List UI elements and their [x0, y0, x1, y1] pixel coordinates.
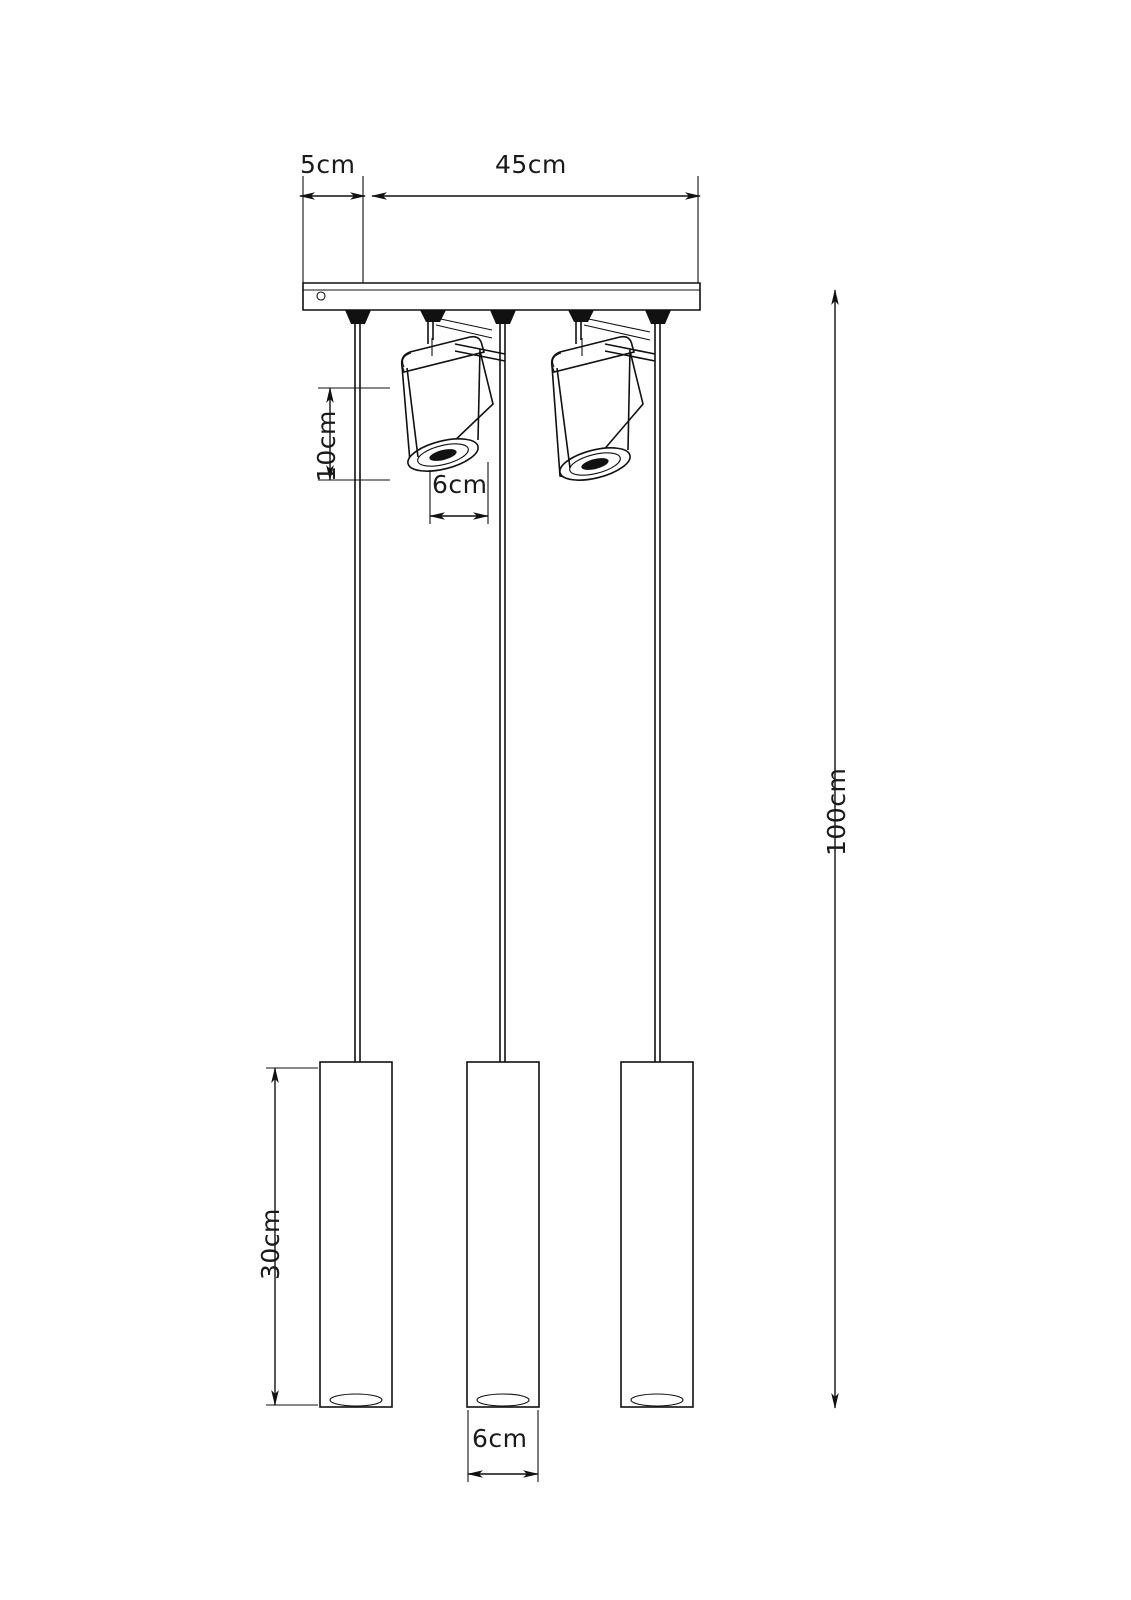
spot-head-right [552, 337, 655, 487]
ceiling-canopy [303, 283, 700, 310]
dimension-canopy-end [300, 176, 365, 300]
pendant-tube-left [320, 1062, 392, 1407]
rod-mount-bases [345, 310, 671, 324]
dimension-label-tube-height: 30cm [256, 1208, 285, 1280]
pendant-tube-right [621, 1062, 693, 1407]
dimension-canopy-span [372, 176, 700, 290]
dimension-label-spot-diameter: 6cm [432, 470, 488, 499]
dimension-label-canopy-end: 5cm [300, 150, 356, 179]
dimension-label-canopy-span: 45cm [495, 150, 567, 179]
dimension-label-tube-diameter: 6cm [472, 1424, 528, 1453]
dimension-label-total-drop: 100cm [822, 767, 851, 856]
spot-head-left [402, 337, 505, 478]
dimension-label-spot-height: 10cm [312, 410, 341, 482]
pendant-tube-middle [467, 1062, 539, 1407]
